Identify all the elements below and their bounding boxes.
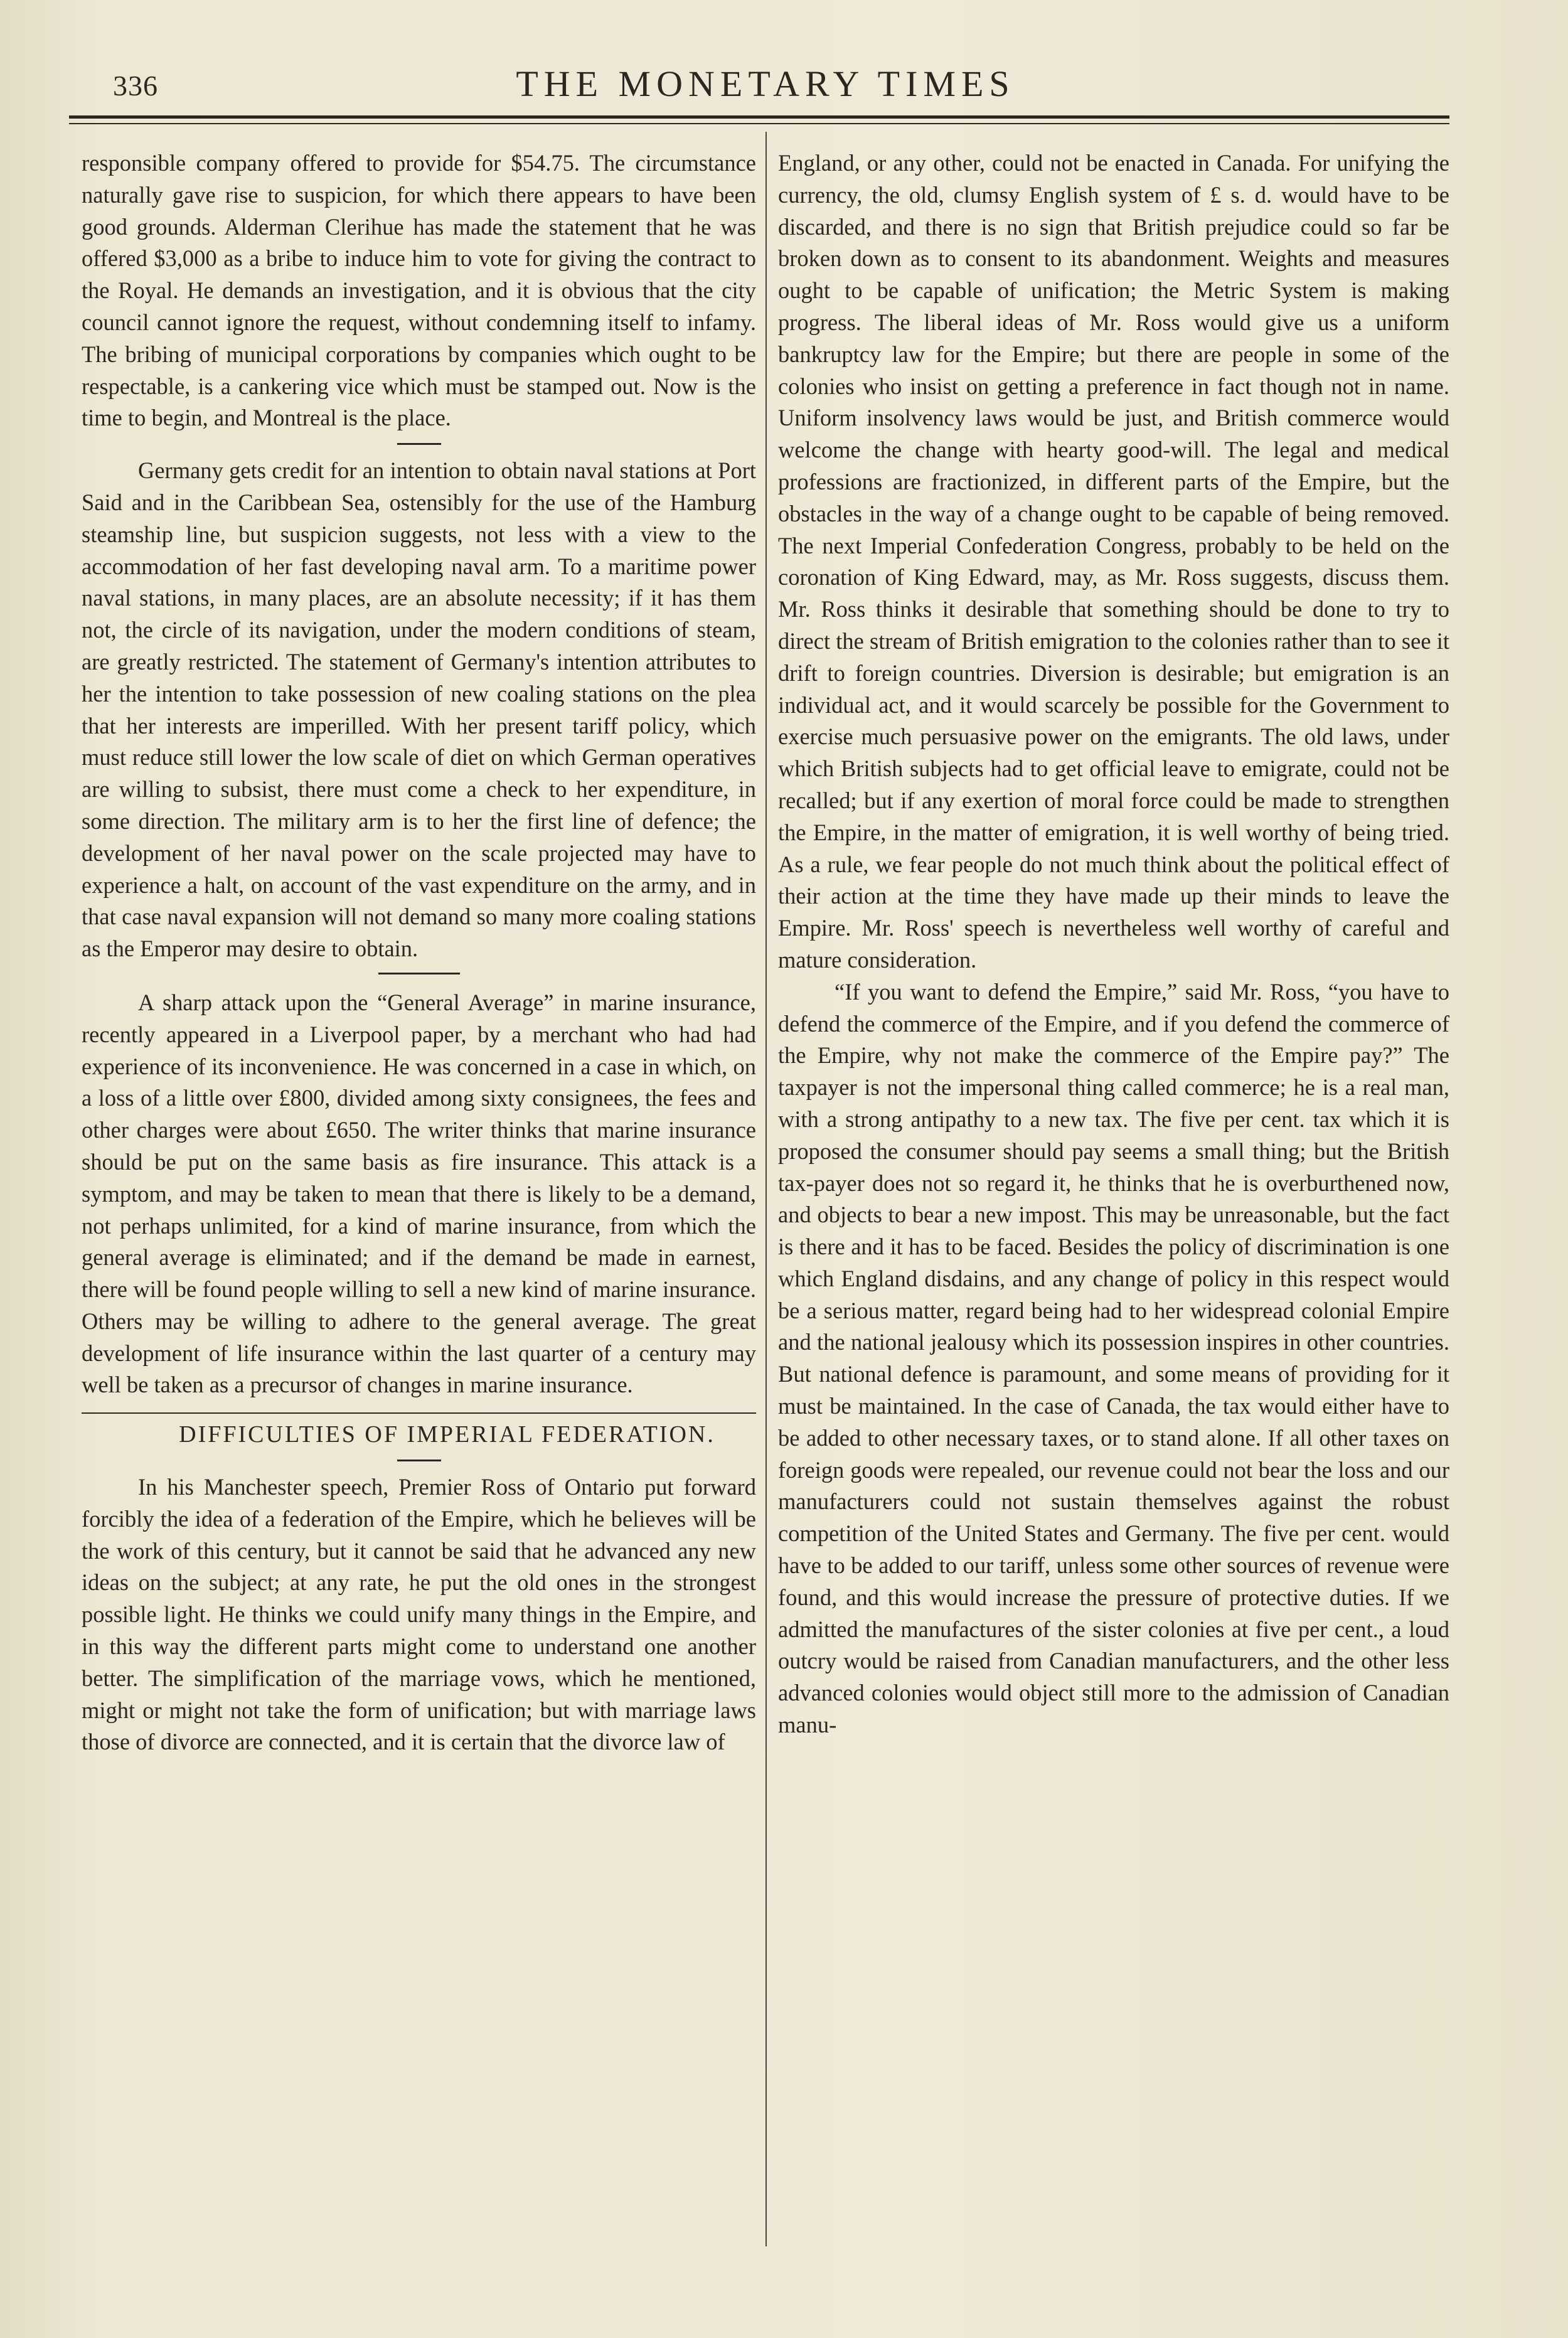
paragraph-germany-naval: Germany gets credit for an intention to obtain naval stations at Port Said and in the Caribbean Sea, ostensibly for the use of the Hamburg steamship line, but suspicion suggests, not less with a view to the accommodation of her fast developing naval arm. To a maritime power naval stations, in many places, are an absolute necessity; if it has them not, the circle of its navigation, under the modern conditions of steam, are greatly restricted. The statement of Germany's intention attributes to her the intention to take possession of new coaling stations on the plea that her interests are imperilled. With her present tariff policy, which must reduce still lower the low scale of diet on which German operatives are willing to subsist, there must come a check to her expenditure, in some direction. The military arm is to her the first line of defence; the development of her naval power on the scale projected may have to experience a halt, on account of the vast expenditure on the army, and in that case naval expansion will not demand so many more coaling stations as the Emperor may desire to obtain.: [82, 457, 756, 962]
right-column: [778, 147, 1449, 1741]
paragraph-general-average: A sharp attack upon the “General Average” in marine insurance, recently appeared in a Liverpool paper, by a merchant who had had experience of its inconvenience. He was concerned in a case in which, on a loss of a little over £800, divided among sixty consignees, the fees and other charges were about £650. The writer thinks that marine insurance should be put on the same basis as fire insurance. This attack is a symptom, and may be taken to mean that there is likely to be a demand, not perhaps unlimited, for a kind of marine insurance, from which the general average is eliminated; and if the demand be made in earnest, there will be found people willing to sell a new kind of marine insurance. Others may be willing to adhere to the general average. The great development of life insurance within the last quarter of a century may well be taken as a precursor of changes in marine insurance.: [82, 989, 756, 1398]
separator-rule: [397, 1460, 441, 1461]
separator-rule: [378, 973, 460, 974]
column-divider: [765, 132, 767, 2246]
paragraph-bribery: responsible company offered to provide for $54.75. The circumstance naturally gave rise to suspicion, for which there appears to have been good grounds. Alderman Clerihue has made the statement that he was offered $3,000 as a bribe to induce him to vote for giving the contract to the Royal. He demands an investigation, and it is obvious that the city council cannot ignore the request, without condemning itself to infamy. The bribing of municipal corporations by companies which ought to be respectable, is a cankering vice which must be stamped out. Now is the time to begin, and Montreal is the place.: [82, 150, 756, 431]
paragraph-unification: England, or any other, could not be enacted in Canada. For unifying the currency, the old, clumsy English system of £ s. d. would have to be discarded, and there is no sign that British prejudice could so far be broken down as to consent to its abandonment. Weights and measures ought to be capable of unification; the Metric System is making progress. The liberal ideas of Mr. Ross would give us a uniform bankruptcy law for the Empire; but there are people in some of the colonies who insist on getting a preference in fact though not in name. Uniform insolvency laws would be just, and British commerce would welcome the change with hearty good-will. The legal and medical professions are fractionized, in different parts of the Empire, but the obstacles in the way of a change ought to be capable of being removed. The next Imperial Confederation Congress, probably to be held on the coronation of King Edward, may, as Mr. Ross suggests, discuss them. Mr. Ross thinks it desirable that something should be done to try to direct the stream of British emigration to the colonies rather than to see it drift to foreign countries. Diversion is desirable; but emigration is an individual act, and it would scarcely be possible for the Government to exercise much persuasive power on the emigrants. The old laws, under which British subjects had to get official leave to emigrate, could not be recalled; but if any exertion of moral force could be made to strengthen the Empire, in the matter of emigration, it is well worthy of being tried. As a rule, we fear people do not much think about the political effect of their action at the time they have made up their minds to leave the Empire. Mr. Ross' speech is nevertheless well worthy of careful and mature consideration.: [778, 150, 1449, 973]
paragraph-manchester-speech: In his Manchester speech, Premier Ross of Ontario put forward forcibly the idea of a federation of the Empire, which he believes will be the work of this century, but it cannot be said that he advanced any new ideas on the subject; at any rate, he put the old ones in the strongest possible light. He thinks we could unify many things in the Empire, and in this way the different parts might come to understand one another better. The simplification of the marriage vows, which he mentioned, might or might not take the form of unification; but with marriage laws those of divorce are connected, and it is certain that the divorce law of: [82, 1474, 756, 1755]
separator-rule: [397, 443, 441, 445]
header-rule-thin: [69, 123, 1449, 124]
page-header: [75, 63, 1456, 113]
section-divider-rule: [82, 1412, 756, 1414]
page-number: 336: [113, 70, 158, 102]
left-column: [82, 147, 756, 1758]
header-rule-thick: [69, 115, 1449, 119]
masthead-title: THE MONETARY TIMES: [516, 63, 1015, 104]
section-heading: DIFFICULTIES OF IMPERIAL FEDERATION.: [179, 1421, 715, 1448]
paragraph-defend-empire: “If you want to defend the Empire,” said Mr. Ross, “you have to defend the commerce of the Empire, and if you defend the commerce of the Empire, why not make the commerce of the Empire pay?” The taxpayer is not the impersonal thing called commerce; he is a real man, with a strong antipathy to a new tax. The five per cent. tax which it is proposed the consumer should pay seems a small thing; but the British tax-payer does not so regard it, he thinks that he is overburthened now, and objects to bear a new impost. This may be unreasonable, but the fact is there and it has to be faced. Besides the policy of discrimination is one which England disdains, and any change of policy in this respect would be a serious matter, regard being had to her widespread colonial Empire and the national jealousy which its possession inspires in other countries. But national defence is paramount, and some means of providing for it must be maintained. In the case of Canada, the tax would either have to be added to other necessary taxes, or to stand alone. If all other taxes on foreign goods were repealed, our revenue could not bear the loss and our manufacturers could not sustain themselves against the robust competition of the United States and Germany. The five per cent. would have to be added to our tariff, unless some other sources of revenue were found, and this would increase the pressure of protective duties. If we admitted the manufactures of the sister colonies at five per cent., a loud outcry would be raised from Canadian manufacturers, and the other less advanced colonies would object still more to the admission of Canadian manu-: [778, 978, 1449, 1738]
